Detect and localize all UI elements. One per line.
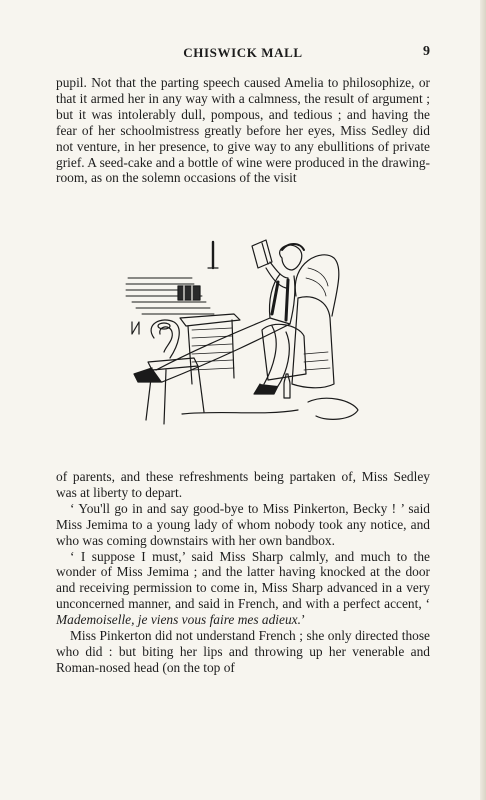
reclining-man-reading-illustration [122, 234, 368, 446]
paragraph-3-text-a: ‘ I suppose I must,’ said Miss Sharp calmly, and much to the wonder of Miss Jemima ; and the latter having knocked at the door and receiving permission to come in, Miss Sharp advanced in a very unconcerned manner, and said in French, and with a perfect accent, ‘ [56, 548, 430, 612]
body-text-top [56, 75, 430, 186]
paragraph-3-text-b: ’ [300, 612, 306, 628]
paragraph-1: of parents, and these refreshments being partaken of, Miss Sedley was at liberty to depart. [56, 469, 430, 500]
paragraph-continued: pupil. Not that the parting speech caused Amelia to philosophize, or that it armed her in any way with a calmness, the result of argument ; but it was intolerably dull, pompous, and tedious ; and having the fear of her schoolmistress greatly before her eyes, Miss Sedley did not venture, in her presence, to give way to any ebullitions of private grief. A seed-cake and a bottle of wine were produced in the drawing-room, as on the solemn occasions of the visit [56, 75, 430, 186]
paragraph-4: Miss Pinkerton did not understand French ; she only directed those who did : but biting her lips and throwing up her venerable and Roman-nosed head (on the top of [56, 628, 430, 675]
illustration-reclining-reader [122, 234, 368, 446]
running-head: CHISWICK MALL [183, 45, 303, 60]
body-text-bottom [56, 469, 430, 676]
paragraph-3 [56, 549, 430, 629]
paragraph-2: ‘ You'll go in and say good-bye to Miss Pinkerton, Becky ! ’ said Miss Jemima to a young lady of whom nobody took any notice, and who was coming downstairs with her own bandbox. [56, 500, 430, 548]
page-edge [480, 0, 486, 800]
page-header [56, 45, 430, 65]
page-number: 9 [423, 44, 430, 59]
paragraph-3-french-italic: Mademoiselle, je viens vous faire mes adieux. [56, 612, 301, 628]
